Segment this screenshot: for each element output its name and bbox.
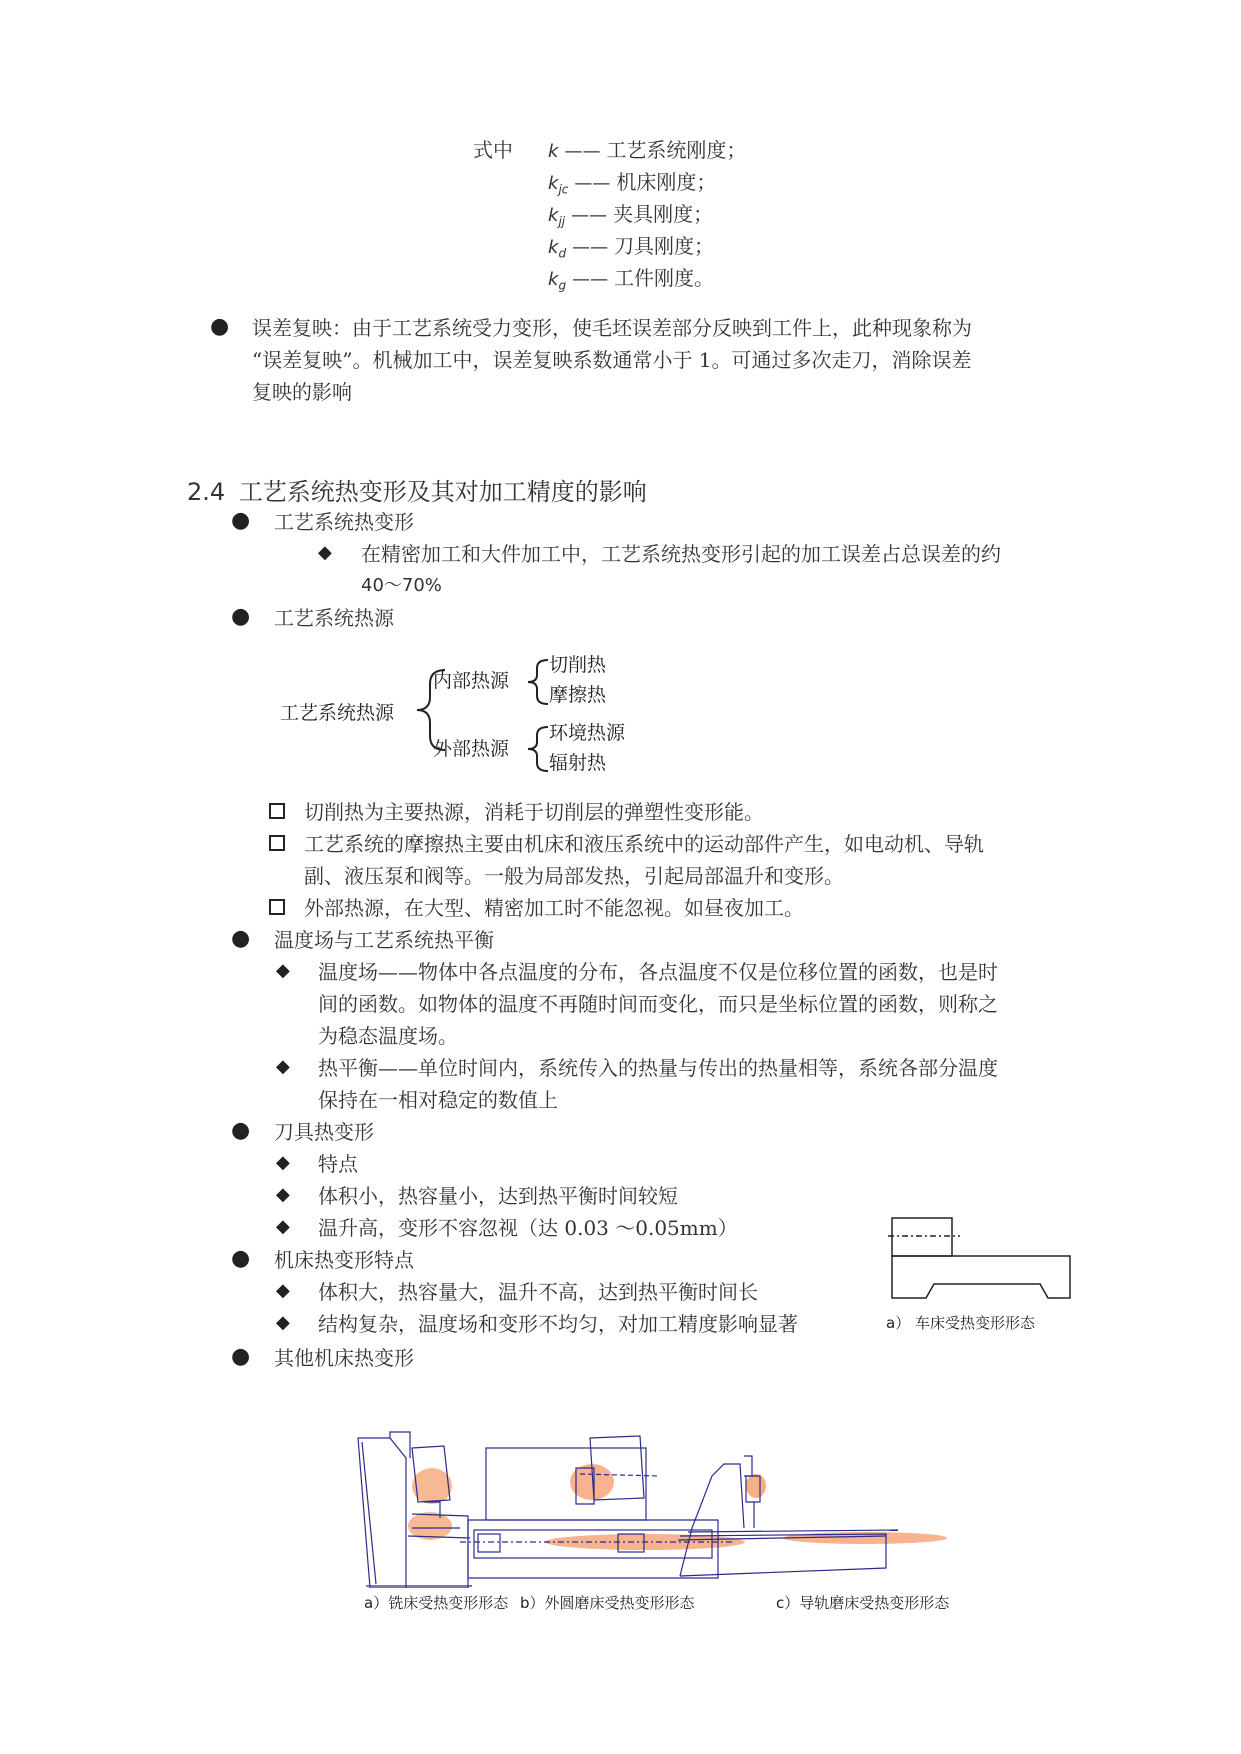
sub-item-line: 热平衡——单位时间内，系统传入的热量与传出的热量相等，系统各部分温度 [318, 1056, 998, 1080]
checkbox-bullet-icon [269, 899, 285, 915]
bullet-label: 机床热变形特点 [274, 1248, 414, 1272]
tree-leaf: 切削热 [549, 654, 607, 676]
symbol: $k_{jc}$ [548, 173, 569, 197]
symbol: $k_g$ [548, 269, 567, 293]
sub-item-line: 间的函数。如物体的温度不再随时间而变化，而只是坐标位置的函数，则称之 [318, 992, 998, 1016]
tree-external: 外部热源 [433, 738, 510, 760]
figure-caption: c）导轨磨床受热变形形态 [776, 1594, 950, 1612]
bullet-dot: ● [231, 1118, 251, 1143]
tree-leaf: 环境热源 [549, 722, 626, 744]
bullet-dot: ● [231, 508, 251, 533]
lathe-bed [892, 1256, 1070, 1298]
symbol: $k_{jj}$ [548, 205, 566, 229]
sub-item-line: 温升高，变形不容忽视（达 0.03 ～0.05mm） [318, 1216, 738, 1240]
diamond-bullet-icon: ◆ [276, 1280, 290, 1301]
tree-leaf: 辐射热 [549, 752, 607, 774]
bullet-label: 温度场与工艺系统热平衡 [274, 928, 494, 952]
bullet-label: 其他机床热变形 [274, 1346, 414, 1370]
sub-item-line: 在精密加工和大件加工中，工艺系统热变形引起的加工误差占总误差的约 [361, 542, 1001, 566]
diamond-bullet-icon: ◆ [318, 542, 332, 563]
diamond-bullet-icon: ◆ [276, 960, 290, 981]
sub-item-line: 40～70% [361, 575, 442, 596]
box-item-line: 工艺系统的摩擦热主要由机床和液压系统中的运动部件产生，如电动机、导轨 [304, 832, 984, 856]
dash: —— [564, 141, 601, 162]
external-brace [528, 727, 548, 771]
box-item-line: 切削热为主要热源，消耗于切削层的弹塑性变形能。 [304, 800, 764, 824]
tree-root: 工艺系统热源 [280, 702, 395, 724]
sub-item-line: 体积小，热容量小，达到热平衡时间较短 [318, 1184, 678, 1208]
machine-figures [340, 1418, 1000, 1588]
diamond-bullet-icon: ◆ [276, 1184, 290, 1205]
symbol: $k_d$ [548, 237, 567, 261]
box-item-line: 外部热源，在大型、精密加工时不能忽视。如昼夜加工。 [304, 896, 804, 920]
bullet-dot: ● [231, 1246, 251, 1271]
bullet-dot: ● [231, 926, 251, 951]
bullet-dot: ● [231, 604, 251, 629]
error-reflection-line: 复映的影响 [252, 380, 352, 404]
figure-caption: a）铣床受热变形形态 [364, 1594, 509, 1612]
sub-item-line: 为稳态温度场。 [318, 1024, 458, 1048]
dash: —— [571, 205, 608, 226]
tree-internal: 内部热源 [433, 670, 510, 692]
sub-item-line: 温度场——物体中各点温度的分布，各点温度不仅是位移位置的函数，也是时 [318, 960, 998, 984]
bullet-label: 刀具热变形 [274, 1120, 374, 1144]
diamond-bullet-icon: ◆ [276, 1216, 290, 1237]
error-reflection-line: 误差复映：由于工艺系统受力变形，使毛坯误差部分反映到工件上，此种现象称为 [252, 316, 972, 340]
bullet-label: 工艺系统热变形 [274, 510, 414, 534]
definition: 夹具刚度； [613, 202, 714, 226]
box-item-line: 副、液压泵和阀等。一般为局部发热，引起局部温升和变形。 [304, 864, 844, 888]
cylindrical-grinder [460, 1436, 745, 1578]
internal-brace [528, 660, 548, 704]
sub-item-line: 体积大，热容量大，温升不高，达到热平衡时间长 [318, 1280, 758, 1304]
section-title: 工艺系统热变形及其对加工精度的影响 [238, 478, 647, 506]
diamond-bullet-icon: ◆ [276, 1152, 290, 1173]
error-reflection-line: “误差复映”。机械加工中，误差复映系数通常小于 1。可通过多次走刀，消除误差 [252, 348, 972, 372]
checkbox-bullet-icon [269, 803, 285, 819]
bullet-dot: ● [231, 1344, 251, 1369]
lathe-figure [880, 1210, 1080, 1310]
sub-item-line: 结构复杂，温度场和变形不均匀，对加工精度影响显著 [318, 1312, 798, 1336]
definition: 工艺系统刚度； [606, 138, 747, 162]
sub-item-line: 特点 [318, 1152, 358, 1176]
bullet-label: 工艺系统热源 [274, 606, 394, 630]
definition: 刀具刚度； [614, 234, 715, 258]
tree-braces [0, 0, 1241, 800]
diamond-bullet-icon: ◆ [276, 1312, 290, 1333]
definition: 机床刚度； [616, 170, 717, 194]
figure-caption: b）外圆磨床受热变形形态 [520, 1594, 695, 1612]
tree-leaf: 摩擦热 [549, 684, 607, 706]
formula-prefix: 式中 [473, 138, 513, 162]
bullet-dot: ● [210, 314, 230, 339]
milling-machine [358, 1432, 472, 1588]
definition: 工件刚度。 [614, 266, 715, 290]
section-number: 2.4 [187, 478, 226, 506]
dash: —— [572, 237, 609, 258]
headstock [892, 1218, 952, 1256]
lathe-caption: a） 车床受热变形形态 [886, 1314, 1035, 1332]
dash: —— [572, 269, 609, 290]
dash: —— [574, 173, 611, 194]
diamond-bullet-icon: ◆ [276, 1056, 290, 1077]
checkbox-bullet-icon [269, 835, 285, 851]
sub-item-line: 保持在一相对稳定的数值上 [318, 1088, 558, 1112]
symbol: k [548, 141, 559, 162]
